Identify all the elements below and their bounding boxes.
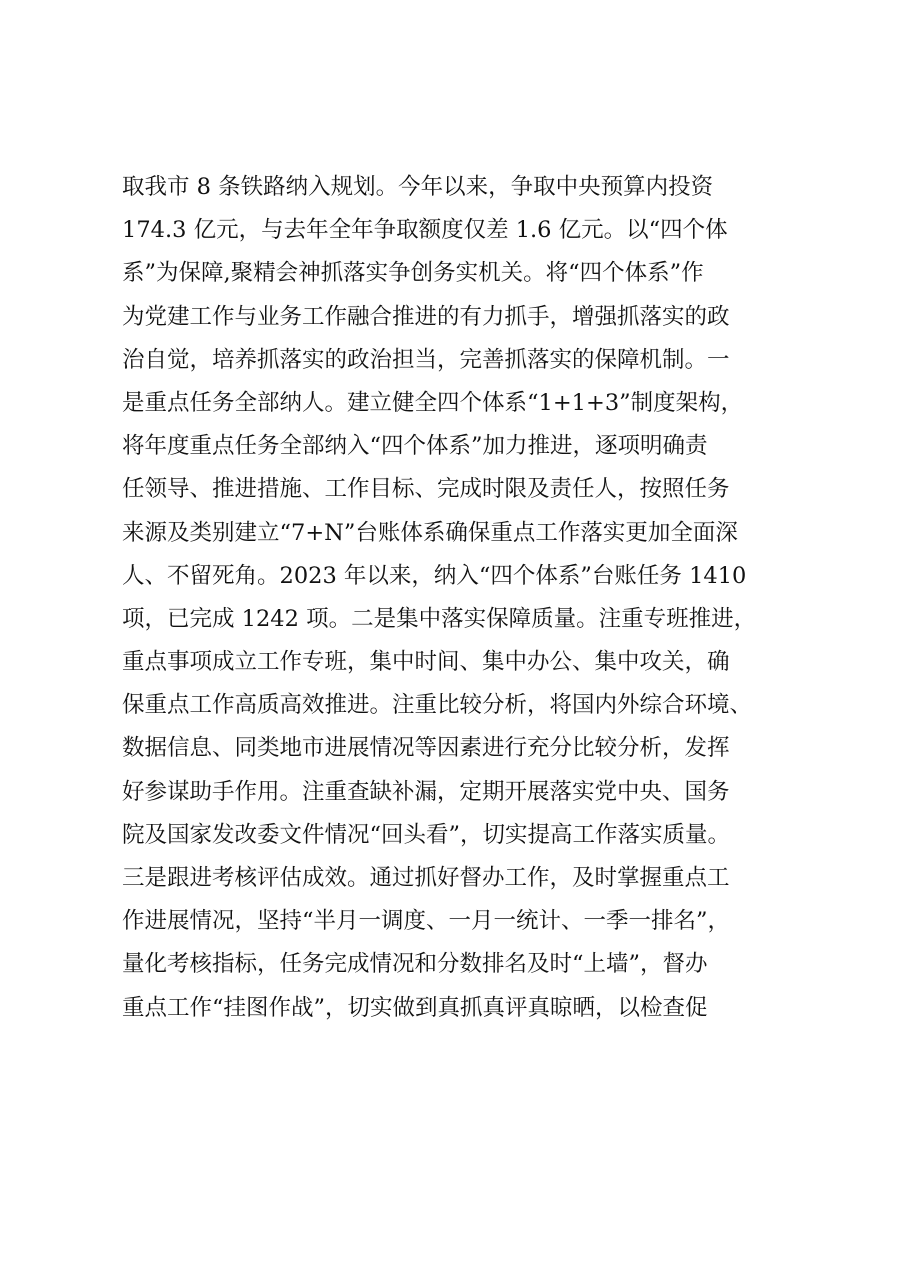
text-line: 项，已完成 1242 项。二是集中落实保障质量。注重专班推进， bbox=[122, 605, 757, 632]
text-line: 治自觉，培养抓落实的政治担当，完善抓落实的保障机制。一 bbox=[122, 346, 730, 373]
text-line: 数据信息、同类地市进展情况等因素进行充分比较分析，发挥 bbox=[122, 735, 730, 762]
text-line: 重点事项成立工作专班，集中时间、集中办公、集中攻关，确 bbox=[122, 649, 730, 676]
text-line: 是重点任务全部纳人。建立健全四个体系“1+1+3”制度架构， bbox=[122, 389, 744, 416]
text-line: 量化考核指标，任务完成情况和分数排名及时“上墙”，督办 bbox=[122, 951, 708, 978]
text-line: 作进展情况，坚持“半月一调度、一月一统计、一季一排名”， bbox=[122, 908, 731, 935]
text-line: 174.3 亿元，与去年全年争取额度仅差 1.6 亿元。以“四个体 bbox=[122, 217, 728, 244]
text-line: 任领导、推进措施、工作目标、完成时限及责任人，按照任务 bbox=[122, 476, 730, 503]
text-line: 将年度重点任务全部纳入“四个体系”加力推进，逐项明确责 bbox=[122, 433, 708, 460]
text-line: 保重点工作高质高效推进。注重比较分析，将国内外综合环境、 bbox=[122, 692, 753, 719]
text-line: 好参谋助手作用。注重查缺补漏，定期开展落实党中央、国务 bbox=[122, 778, 730, 805]
text-line: 系”为保障,聚精会神抓落实争创务实机关。将“四个体系”作 bbox=[122, 260, 704, 287]
text-line: 取我市 8 条铁路纳入规划。今年以来，争取中央预算内投资 bbox=[122, 174, 714, 200]
text-line: 三是跟进考核评估成效。通过抓好督办工作，及时掌握重点工 bbox=[122, 865, 730, 891]
text-line: 为党建工作与业务工作融合推进的有力抓手，增强抓落实的政 bbox=[122, 303, 730, 330]
text-line: 重点工作“挂图作战”，切实做到真抓真评真晾晒，以检查促 bbox=[122, 994, 708, 1021]
text-line: 来源及类别建立“7+N”台账体系确保重点工作落实更加全面深 bbox=[122, 519, 738, 546]
text-line: 院及国家发改委文件情况“回头看”，切实提高工作落实质量。 bbox=[122, 821, 731, 848]
body-text bbox=[122, 166, 812, 1030]
text-line: 人、不留死角。2023 年以来，纳入“四个体系”台账任务 1410 bbox=[122, 562, 747, 589]
